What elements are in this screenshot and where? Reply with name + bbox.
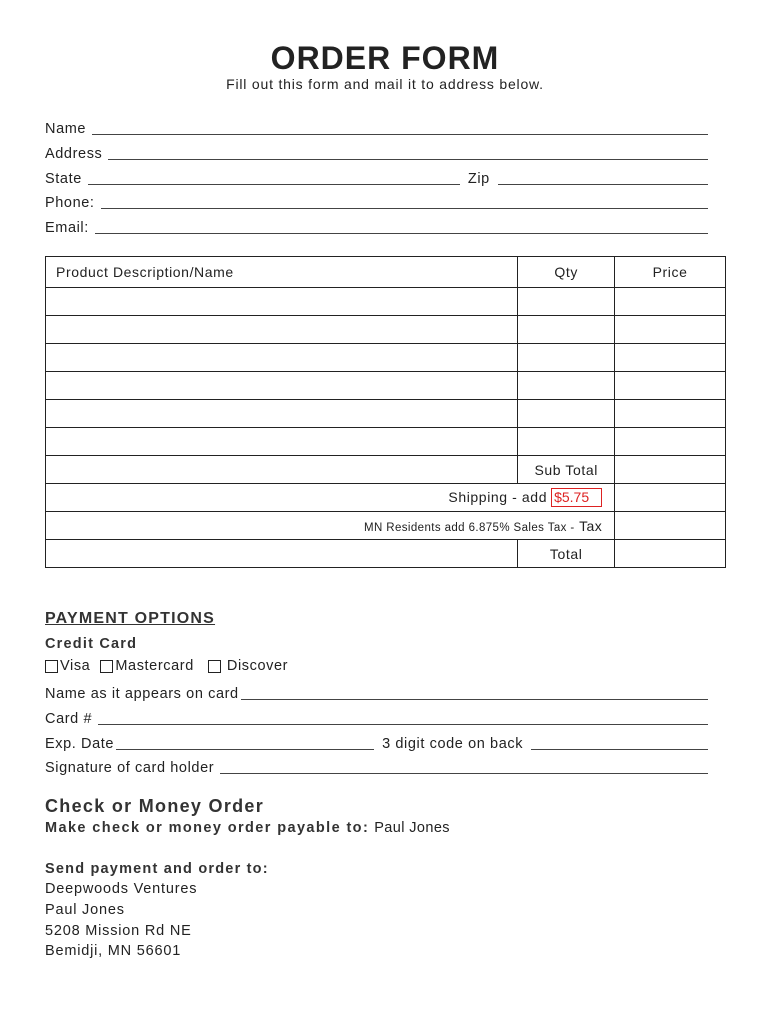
payable-name: Paul Jones xyxy=(374,820,450,836)
check-heading: Check or Money Order xyxy=(45,796,265,816)
address-line-name: Paul Jones xyxy=(45,902,125,918)
qty-cell[interactable] xyxy=(518,372,615,400)
product-cell[interactable] xyxy=(46,400,518,428)
table-row xyxy=(46,288,726,316)
signature-label: Signature of card holder xyxy=(45,760,215,776)
exp-cvv-row xyxy=(45,731,708,753)
price-cell[interactable] xyxy=(615,428,726,456)
form-subtitle: Fill out this form and mail it to address below. xyxy=(226,76,544,92)
shipping-value-box: $5.75 xyxy=(551,488,602,507)
price-cell[interactable] xyxy=(615,400,726,428)
product-cell[interactable] xyxy=(46,316,518,344)
table-header-row xyxy=(46,257,726,288)
phone-label: Phone: xyxy=(45,195,95,211)
qty-cell[interactable] xyxy=(518,288,615,316)
mastercard-option[interactable] xyxy=(100,658,194,674)
price-cell[interactable] xyxy=(615,288,726,316)
table-row xyxy=(46,400,726,428)
shipping-label: Shipping - add xyxy=(448,489,548,505)
name-field[interactable] xyxy=(92,134,708,135)
exp-date-label: Exp. Date xyxy=(45,736,115,752)
zip-label: Zip xyxy=(467,171,490,187)
header-price: Price xyxy=(615,257,726,288)
header-product: Product Description/Name xyxy=(46,257,518,288)
email-field[interactable] xyxy=(95,233,708,234)
state-zip-row xyxy=(45,166,708,188)
card-type-options xyxy=(45,658,302,674)
cvv-label: 3 digit code on back xyxy=(382,736,524,752)
address-label: Address xyxy=(45,146,103,162)
tax-word: Tax xyxy=(579,517,603,534)
name-on-card-field[interactable] xyxy=(241,699,708,700)
total-value[interactable] xyxy=(615,540,726,568)
name-on-card-row xyxy=(45,681,708,703)
tax-value[interactable] xyxy=(615,512,726,540)
exp-date-field[interactable] xyxy=(116,749,374,750)
mastercard-label: Mastercard xyxy=(115,658,194,674)
price-cell[interactable] xyxy=(615,316,726,344)
subtotal-spacer xyxy=(46,456,518,484)
card-number-label: Card # xyxy=(45,711,93,727)
product-cell[interactable] xyxy=(46,288,518,316)
subtotal-label: Sub Total xyxy=(518,456,615,484)
visa-label: Visa xyxy=(60,658,91,674)
tax-label: MN Residents add 6.875% Sales Tax - xyxy=(363,521,575,534)
tax-row xyxy=(46,512,726,540)
table-row xyxy=(46,428,726,456)
discover-option[interactable] xyxy=(208,658,288,674)
form-title: ORDER FORM xyxy=(270,40,500,76)
visa-option[interactable] xyxy=(45,658,90,674)
total-spacer xyxy=(46,540,518,568)
header-qty: Qty xyxy=(518,257,615,288)
subtotal-value[interactable] xyxy=(615,456,726,484)
total-row xyxy=(46,540,726,568)
phone-field[interactable] xyxy=(101,208,708,209)
shipping-value[interactable] xyxy=(615,484,726,512)
tax-label-cell xyxy=(46,512,615,540)
state-field[interactable] xyxy=(88,184,460,185)
discover-label: Discover xyxy=(226,658,289,674)
zip-field[interactable] xyxy=(498,184,708,185)
price-cell[interactable] xyxy=(615,372,726,400)
address-row xyxy=(45,141,708,163)
product-cell[interactable] xyxy=(46,344,518,372)
send-payment-label: Send payment and order to: xyxy=(45,861,269,877)
address-line-city: Bemidji, MN 56601 xyxy=(45,943,182,959)
email-row xyxy=(45,215,708,237)
table-row xyxy=(46,372,726,400)
qty-cell[interactable] xyxy=(518,316,615,344)
shipping-label-cell xyxy=(46,484,615,512)
product-cell[interactable] xyxy=(46,428,518,456)
payable-line xyxy=(45,820,450,836)
card-number-field[interactable] xyxy=(98,724,708,725)
subtotal-row xyxy=(46,456,726,484)
address-line-street: 5208 Mission Rd NE xyxy=(45,923,192,939)
phone-row xyxy=(45,190,708,212)
name-on-card-label: Name as it appears on card xyxy=(45,686,239,702)
name-row xyxy=(45,116,708,138)
table-row xyxy=(46,344,726,372)
signature-row xyxy=(45,755,708,777)
address-line-company: Deepwoods Ventures xyxy=(45,881,198,897)
card-number-row xyxy=(45,706,708,728)
total-label: Total xyxy=(518,540,615,568)
discover-checkbox[interactable] xyxy=(208,660,221,673)
order-table xyxy=(45,256,726,568)
email-label: Email: xyxy=(45,220,89,236)
qty-cell[interactable] xyxy=(518,400,615,428)
name-label: Name xyxy=(45,121,87,137)
qty-cell[interactable] xyxy=(518,428,615,456)
state-label: State xyxy=(45,171,82,187)
table-row xyxy=(46,316,726,344)
payment-options-heading: PAYMENT OPTIONS xyxy=(45,610,216,627)
payable-label: Make check or money order payable to: xyxy=(45,820,370,836)
shipping-row xyxy=(46,484,726,512)
visa-checkbox[interactable] xyxy=(45,660,58,673)
address-field[interactable] xyxy=(108,159,708,160)
credit-card-label: Credit Card xyxy=(45,636,138,652)
cvv-field[interactable] xyxy=(531,749,708,750)
mastercard-checkbox[interactable] xyxy=(100,660,113,673)
signature-field[interactable] xyxy=(220,773,708,774)
product-cell[interactable] xyxy=(46,372,518,400)
price-cell[interactable] xyxy=(615,344,726,372)
qty-cell[interactable] xyxy=(518,344,615,372)
